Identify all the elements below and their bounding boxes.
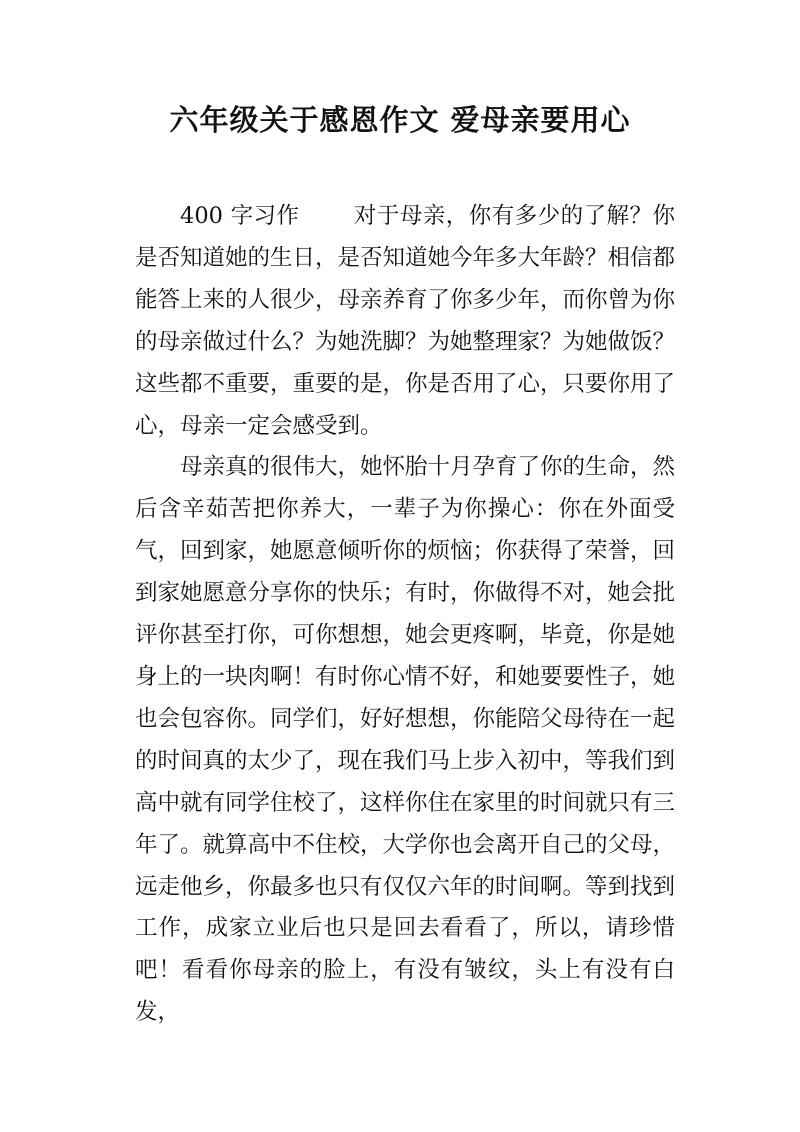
paragraph-1 [135,196,675,447]
document-title: 六年级关于感恩作文 爱母亲要用心 [169,103,631,137]
paragraph-1-lead: 400 字习作 [180,203,300,229]
paragraph-1-text: 对于母亲，你有多少的了解？你是否知道她的生日，是否知道她今年多大年龄？相信都能答上来的人很少，母亲养育了你多少年，而你曾为你的母亲做过什么？为她洗脚？为她整理家？为她做饭？这些都不重要，重要的是，你是否用了心，只要你用了心，母亲一定会感受到。 [135,203,676,439]
document-body [135,196,675,1034]
paragraph-2: 母亲真的很伟大，她怀胎十月孕育了你的生命，然后含辛茹苦把你养大，一辈子为你操心：你在外面受气，回到家，她愿意倾听你的烦恼；你获得了荣誉，回到家她愿意分享你的快乐；有时，你做得不对，她会批评你甚至打你，可你想想，她会更疼啊，毕竟，你是她身上的一块肉啊！有时你心情不好，和她要要性子，她也会包容你。同学们，好好想想，你能陪父母待在一起的时间真的太少了，现在我们马上步入初中，等我们到高中就有同学住校了，这样你住在家里的时间就只有三年了。就算高中不住校，大学你也会离开自己的父母，远走他乡，你最多也只有仅仅六年的时间啊。等到找到工作，成家立业后也只是回去看看了，所以，请珍惜吧！看看你母亲的脸上，有没有皱纹，头上有没有白发， [135,454,676,1026]
